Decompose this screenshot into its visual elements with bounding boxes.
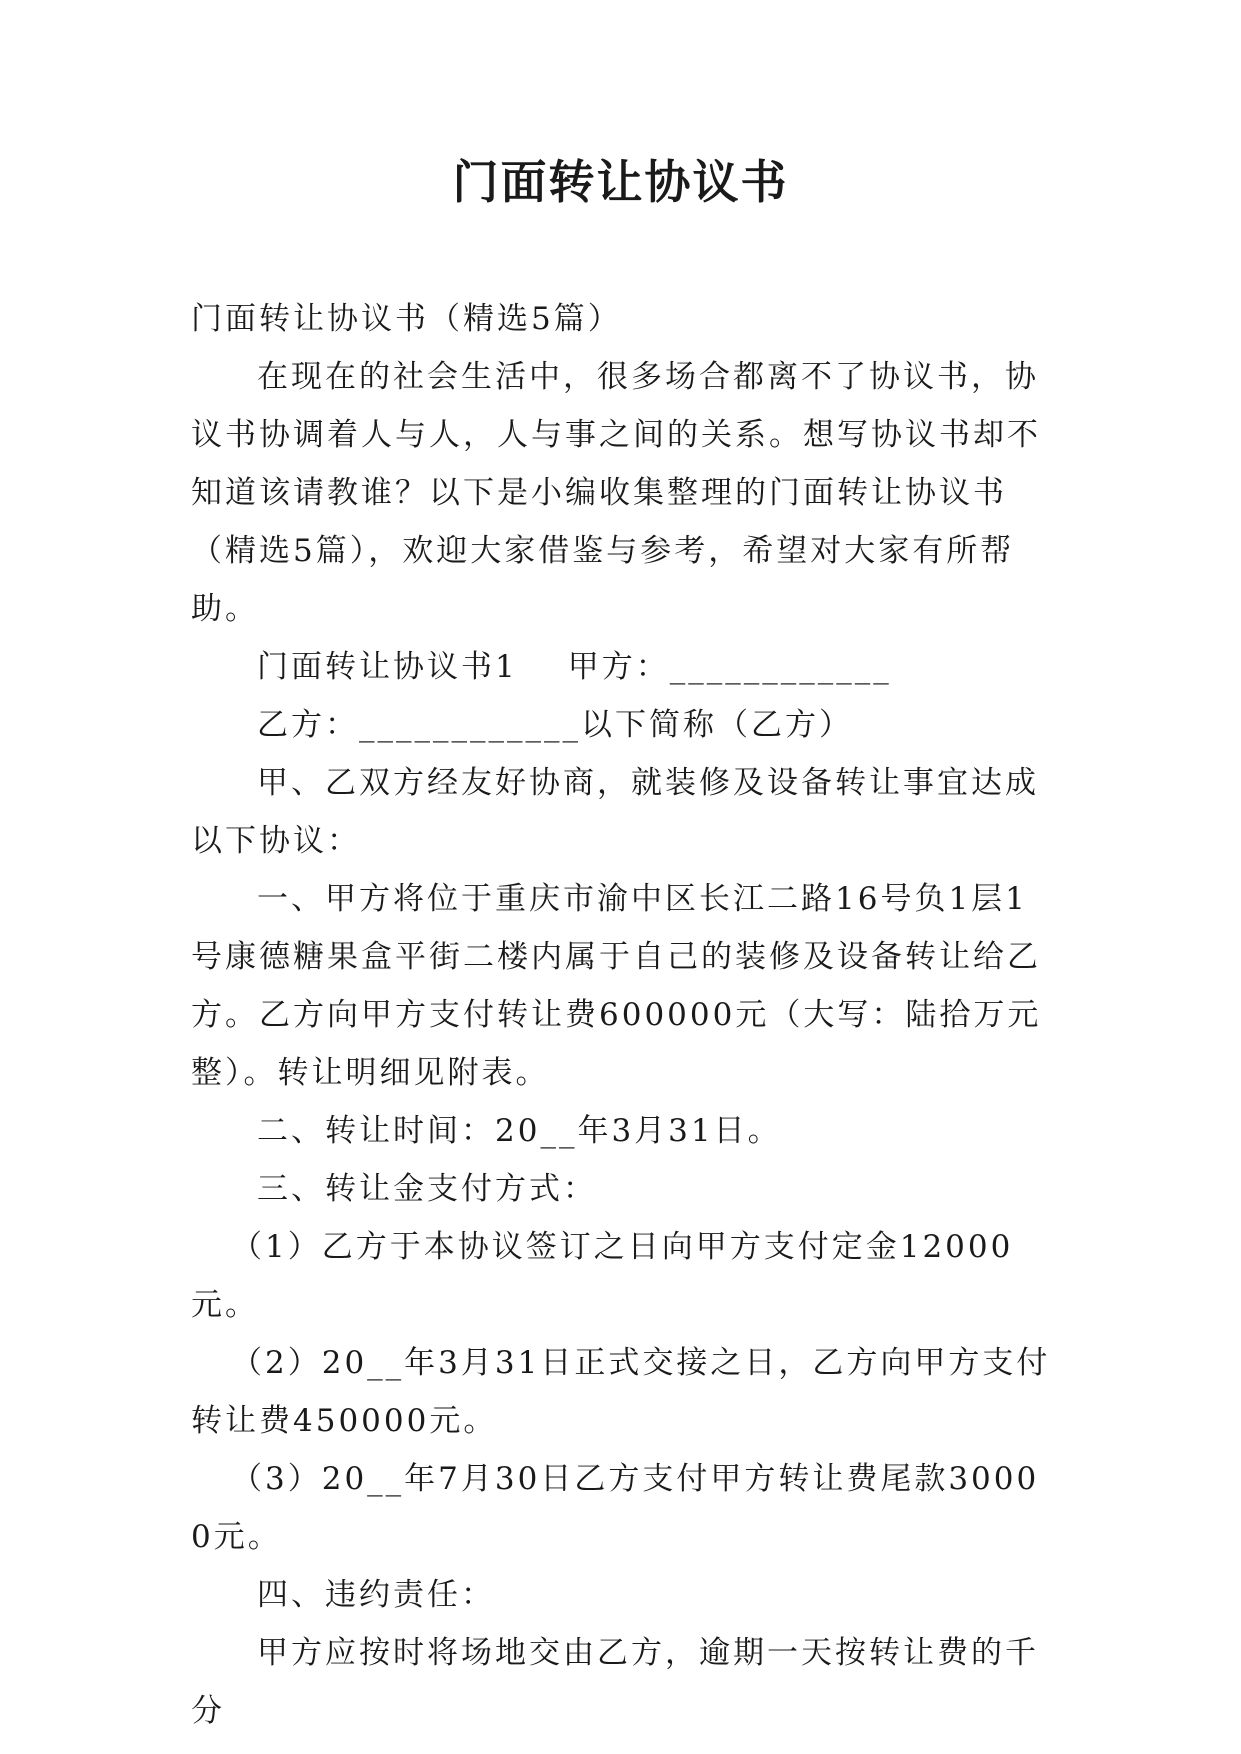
clause-4: 四、违约责任： xyxy=(257,1577,495,1613)
section1-heading: 门面转让协议书1 xyxy=(257,649,518,685)
agreement-intro: 甲、乙双方经友好协商，就装修及设备转让事宜达成以下协议： xyxy=(191,765,1039,859)
intro-paragraph: 在现在的社会生活中，很多场合都离不了协议书，协议书协调着人与人，人与事之间的关系。想写协议书却不知道该请教谁？以下是小编收集整理的门面转让协议书（精选5篇），欢迎大家借鉴与参考，希望对大家有所帮助。 xyxy=(191,359,1041,627)
document-subtitle: 门面转让协议书（精选5篇） xyxy=(191,301,622,337)
clause-3-2: （2）20__年3月31日正式交接之日，乙方向甲方支付转让费450000元。 xyxy=(191,1345,1051,1439)
clause-3-1: （1）乙方于本协议签订之日向甲方支付定金12000元。 xyxy=(191,1229,1014,1323)
party-b-line: 乙方：____________以下简称（乙方） xyxy=(257,707,853,743)
clause-1: 一、甲方将位于重庆市渝中区长江二路16号负1层1号康德糖果盒平街二楼内属于自己的装修及设备转让给乙方。乙方向甲方支付转让费600000元（大写：陆拾万元整）。转让明细见附表。 xyxy=(191,881,1042,1091)
document-body xyxy=(191,290,1051,1740)
clause-2: 二、转让时间：20__年3月31日。 xyxy=(257,1113,782,1149)
clause-3-3: （3）20__年7月30日乙方支付甲方转让费尾款30000元。 xyxy=(191,1461,1040,1555)
clause-4-text: 甲方应按时将场地交由乙方，逾期一天按转让费的千分 xyxy=(191,1635,1039,1729)
party-a-line: 甲方：____________ xyxy=(567,649,892,685)
section-heading-row xyxy=(191,638,1051,696)
clause-3: 三、转让金支付方式： xyxy=(257,1171,597,1207)
document-title: 门面转让协议书 xyxy=(452,155,789,209)
